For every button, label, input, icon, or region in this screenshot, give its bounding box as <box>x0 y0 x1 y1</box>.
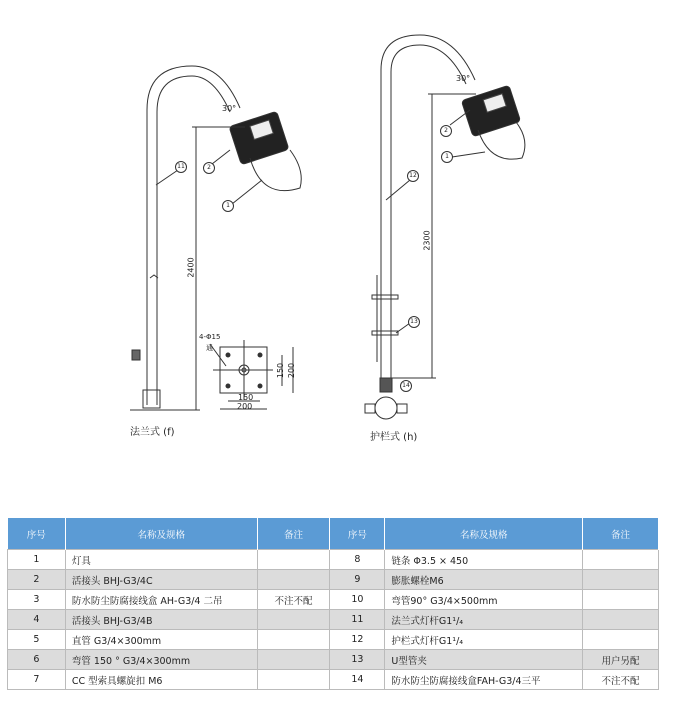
callout-13: 13 <box>408 316 420 328</box>
parts-table <box>7 518 659 690</box>
flange-pole-drawing <box>130 66 301 410</box>
cell-a-note: 不注不配 <box>257 590 330 610</box>
table-row <box>8 630 659 650</box>
cell-b-note <box>583 610 659 630</box>
height-dimension: 2300 <box>422 230 432 251</box>
angle-label: 30° <box>222 104 237 113</box>
table-row <box>8 590 659 610</box>
cell-a-no: 1 <box>8 550 66 570</box>
angle-label: 30° <box>456 74 471 83</box>
cell-b-note <box>583 590 659 610</box>
callout-2: 2 <box>440 125 452 137</box>
cell-b-name: 防水防尘防腐接线盒FAH-G3/4三平 <box>385 670 583 690</box>
dim-outer-vertical: 200 <box>287 362 297 379</box>
guardrail-pole-drawing <box>365 35 525 419</box>
cell-b-name: U型管夹 <box>385 650 583 670</box>
cell-a-no: 2 <box>8 570 66 590</box>
cell-a-name: 活接头 BHJ-G3/4B <box>65 610 257 630</box>
cell-a-note <box>257 650 330 670</box>
callout-12: 12 <box>407 170 419 182</box>
cell-a-no: 3 <box>8 590 66 610</box>
cell-a-note <box>257 610 330 630</box>
cell-b-name: 护栏式灯杆G1¹/₄ <box>385 630 583 650</box>
cell-b-note <box>583 630 659 650</box>
cell-b-no: 11 <box>330 610 385 630</box>
callout-11: 11 <box>175 161 187 173</box>
callout-14: 14 <box>400 380 412 392</box>
cell-a-name: 直管 G3/4×300mm <box>65 630 257 650</box>
cell-a-note <box>257 670 330 690</box>
guardrail-caption: 护栏式 (h) <box>370 432 418 443</box>
table-row <box>8 650 659 670</box>
cell-a-name: 灯具 <box>65 550 257 570</box>
cell-a-name: 活接头 BHJ-G3/4C <box>65 570 257 590</box>
cell-b-name: 链条 Φ3.5 × 450 <box>385 550 583 570</box>
cell-a-note <box>257 570 330 590</box>
cell-b-name: 法兰式灯杆G1¹/₄ <box>385 610 583 630</box>
table-row <box>8 610 659 630</box>
cell-b-no: 10 <box>330 590 385 610</box>
dim-inner-vertical: 150 <box>276 362 286 379</box>
table-row <box>8 550 659 570</box>
header-no: 序号 <box>330 518 385 550</box>
cell-b-name: 弯管90° G3/4×500mm <box>385 590 583 610</box>
cell-b-no: 14 <box>330 670 385 690</box>
cell-b-note: 不注不配 <box>583 670 659 690</box>
callout-2: 2 <box>203 162 215 174</box>
table-row <box>8 570 659 590</box>
cell-a-name: 弯管 150 ° G3/4×300mm <box>65 650 257 670</box>
cell-a-no: 5 <box>8 630 66 650</box>
cell-b-no: 13 <box>330 650 385 670</box>
cell-b-no: 8 <box>330 550 385 570</box>
cell-a-name: 防水防尘防腐接线盒 AH-G3/4 二吊 <box>65 590 257 610</box>
callout-1: 1 <box>222 200 234 212</box>
table-row <box>8 670 659 690</box>
cell-a-name: CC 型索具螺旋扣 M6 <box>65 670 257 690</box>
cell-a-no: 7 <box>8 670 66 690</box>
dim-outer-horizontal: 200 <box>237 402 253 411</box>
dim-inner-horizontal: 150 <box>238 393 254 402</box>
cell-b-note: 用户另配 <box>583 650 659 670</box>
cell-b-note <box>583 570 659 590</box>
hole-note: 4-Φ15 <box>199 333 221 341</box>
cell-a-no: 6 <box>8 650 66 670</box>
header-note: 备注 <box>583 518 659 550</box>
cell-a-note <box>257 550 330 570</box>
header-name: 名称及规格 <box>385 518 583 550</box>
cell-b-no: 9 <box>330 570 385 590</box>
table-header <box>8 518 659 550</box>
header-name: 名称及规格 <box>65 518 257 550</box>
callout-1: 1 <box>441 151 453 163</box>
lamp-fixture <box>229 111 301 190</box>
cell-b-note <box>583 550 659 570</box>
cell-b-name: 膨胀螺栓M6 <box>385 570 583 590</box>
flange-caption: 法兰式 (f) <box>130 427 175 438</box>
cell-a-note <box>257 630 330 650</box>
cell-b-no: 12 <box>330 630 385 650</box>
height-dimension: 2400 <box>186 257 196 278</box>
hole-note-through: 通 <box>206 344 213 352</box>
header-note: 备注 <box>257 518 330 550</box>
header-no: 序号 <box>8 518 66 550</box>
cell-a-no: 4 <box>8 610 66 630</box>
